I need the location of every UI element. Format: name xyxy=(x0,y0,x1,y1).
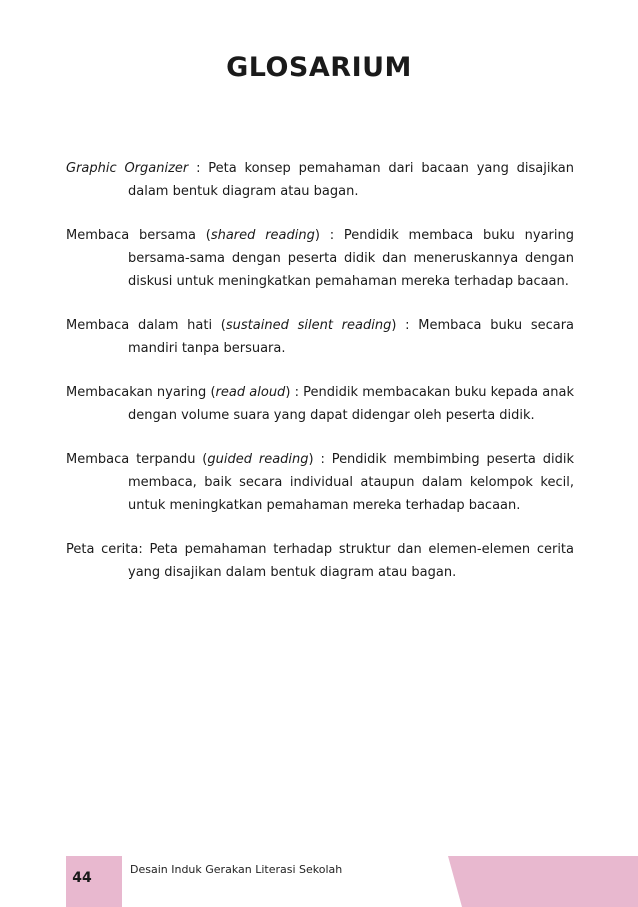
term: Membaca bersama ( xyxy=(66,228,211,243)
definition: Pendidik membacakan buku kepada anak dengan volume suara yang dapat didengar oleh peserta didik. xyxy=(128,385,575,423)
page-title: GLOSARIUM xyxy=(226,52,412,83)
definition: Membaca buku secara mandiri tanpa bersuara. xyxy=(128,318,575,356)
term: Peta cerita xyxy=(66,542,139,557)
glossary-entry xyxy=(66,224,574,293)
page-number: 44 xyxy=(72,870,92,886)
term: Membaca dalam hati ( xyxy=(66,318,226,333)
separator: ) : xyxy=(285,385,304,400)
term-italic: shared reading xyxy=(210,228,315,243)
glossary-list xyxy=(66,144,574,605)
definition: Peta konsep pemahaman dari bacaan yang disajikan dalam bentuk diagram atau bagan. xyxy=(128,161,574,199)
term: Membaca terpandu ( xyxy=(66,452,208,467)
separator: : xyxy=(188,161,209,176)
glossary-entry xyxy=(66,448,574,517)
definition: Peta pemahaman terhadap struktur dan elemen-elemen cerita yang disajikan dalam bentuk diagram atau bagan. xyxy=(128,542,574,580)
glossary-entry xyxy=(66,157,574,203)
separator: ) : xyxy=(308,452,332,467)
separator: ) : xyxy=(391,318,419,333)
glossary-entry xyxy=(66,381,574,427)
glossary-entry xyxy=(66,538,574,584)
separator: : xyxy=(138,542,150,557)
glossary-entry xyxy=(66,314,574,360)
term-italic: sustained silent reading xyxy=(225,318,392,333)
definition: Pendidik membaca buku nyaring bersama-sama dengan peserta didik dan meneruskannya dengan diskusi untuk meningkatkan pemahaman mereka terhadap bacaan. xyxy=(128,228,574,289)
term-italic: Graphic Organizer xyxy=(66,161,189,176)
definition: Pendidik membimbing peserta didik membaca, baik secara individual ataupun dalam kelompok kecil, untuk meningkatkan pemahaman mereka terhadap bacaan. xyxy=(128,452,575,513)
footer-book-title: Desain Induk Gerakan Literasi Sekolah xyxy=(130,863,343,876)
term-italic: read aloud xyxy=(215,385,286,400)
term-italic: guided reading xyxy=(207,452,309,467)
separator: ) : xyxy=(314,228,344,243)
term: Membacakan nyaring ( xyxy=(66,385,216,400)
